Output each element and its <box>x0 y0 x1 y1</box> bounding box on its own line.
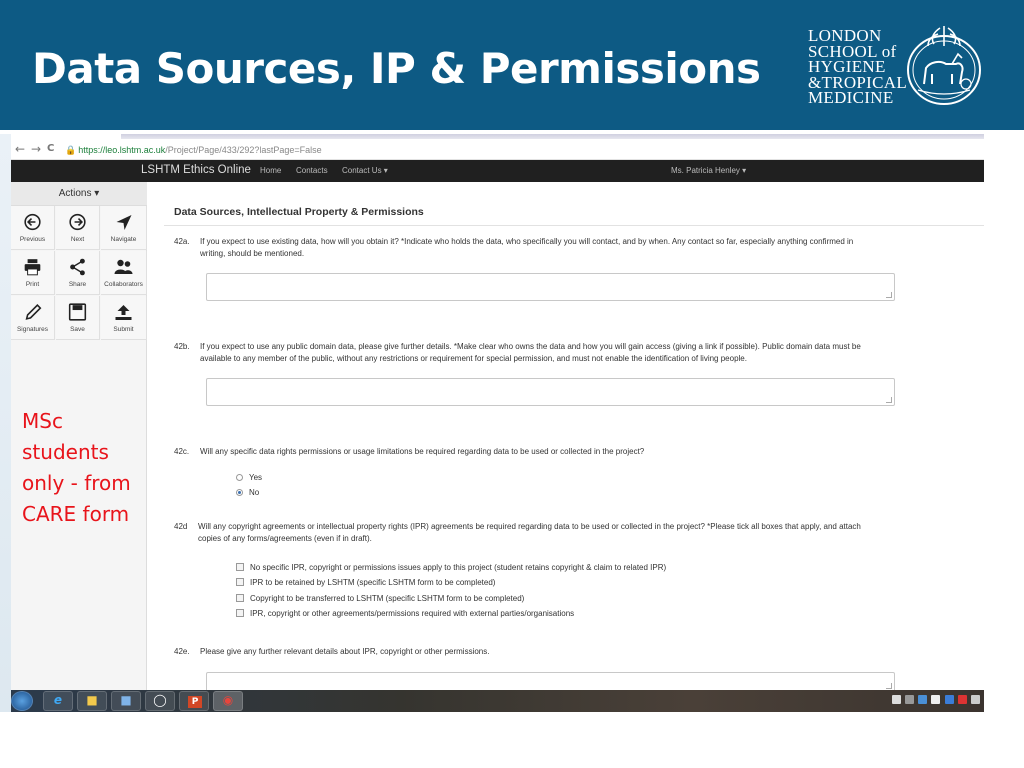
share-button[interactable] <box>56 251 100 295</box>
radio-option-yes[interactable] <box>236 473 262 482</box>
question-42b <box>174 341 954 365</box>
option-label: IPR, copyright or other agreements/permissions required with external parties/organisations <box>250 609 575 618</box>
powerpoint-icon[interactable]: P <box>179 691 209 711</box>
logo-line: HYGIENE <box>808 57 886 76</box>
question-42d <box>174 521 954 545</box>
forward-button[interactable]: → <box>31 142 42 156</box>
form-panel <box>148 182 984 712</box>
option-label: No <box>249 488 260 497</box>
window-edge <box>121 134 984 139</box>
logo-line: SCHOOL of <box>808 41 897 61</box>
action-label: Share <box>68 281 87 288</box>
tray-icon[interactable] <box>958 695 967 704</box>
action-label: Print <box>25 281 40 288</box>
question-text: writing, should be mentioned. <box>200 249 305 258</box>
answer-42b-textarea[interactable] <box>206 378 895 406</box>
system-tray <box>890 695 980 707</box>
checkbox[interactable] <box>236 609 244 617</box>
tray-icon[interactable] <box>892 695 901 704</box>
tray-icon[interactable] <box>971 695 980 704</box>
url-field[interactable] <box>65 143 585 158</box>
tray-icon[interactable] <box>945 695 954 704</box>
arrow-left-circle-icon <box>11 213 54 231</box>
nav-contacts[interactable]: Contacts <box>296 166 328 175</box>
checkbox[interactable] <box>236 594 244 602</box>
submit-button[interactable] <box>101 296 147 340</box>
annotation-line: CARE form <box>22 502 130 526</box>
question-42c <box>174 446 954 458</box>
reload-button[interactable]: C <box>47 143 55 154</box>
action-label: Submit <box>113 326 134 333</box>
question-text: Please give any further relevant details about IPR, copyright or other permissions. <box>200 647 490 656</box>
option-label: IPR to be retained by LSHTM (specific LSHTM form to be completed) <box>250 578 496 587</box>
action-label: Collaborators <box>104 281 143 288</box>
logo-line: LONDON <box>808 26 882 45</box>
floppy-icon <box>56 303 99 321</box>
printer-icon <box>11 258 54 276</box>
question-number: 42a. <box>174 237 190 246</box>
logo-line: &TROPICAL <box>808 72 908 92</box>
question-text: If you expect to use any public domain data, please give further details. *Make clear who owns the data and how you will gain access (giving a link if possible). Public domain data must be <box>200 342 861 351</box>
lshtm-logo-text <box>808 28 907 106</box>
file-explorer-icon[interactable]: ■ <box>77 691 107 711</box>
logo-line: MEDICINE <box>808 88 894 107</box>
previous-button[interactable] <box>11 206 55 250</box>
form-title: Data Sources, Intellectual Property & Permissions <box>174 206 424 218</box>
windows-taskbar <box>11 690 984 712</box>
option-label: Copyright to be transferred to LSHTM (specific LSHTM form to be completed) <box>250 594 525 603</box>
tray-icon[interactable] <box>918 695 927 704</box>
question-text: Will any copyright agreements or intellectual property rights (IPR) agreements be required regarding data to be used or collected in the project? *Please tick all boxes that apply, and attach <box>198 522 861 531</box>
print-button[interactable] <box>11 251 55 295</box>
answer-42e-textarea[interactable] <box>206 672 895 692</box>
radio-button-selected[interactable] <box>236 489 243 496</box>
question-text: Will any specific data rights permissions or usage limitations be required regarding data to be used or collected in the project? <box>200 447 645 456</box>
share-icon <box>56 258 99 276</box>
slide-title: Data Sources, IP & Permissions <box>32 44 761 93</box>
question-text: copies of any forms/agreements (even if in draft). <box>198 534 372 543</box>
checkbox-option[interactable] <box>236 609 574 618</box>
question-42a <box>174 236 954 260</box>
upload-icon <box>101 303 146 321</box>
internet-explorer-icon[interactable]: e <box>43 691 73 711</box>
start-orb-icon[interactable] <box>11 691 33 711</box>
actions-dropdown[interactable]: Actions ▾ <box>11 182 147 206</box>
url-scheme: https:// <box>78 145 106 155</box>
red-annotation <box>22 406 142 530</box>
slide-left-decoration <box>0 134 11 712</box>
nav-home[interactable]: Home <box>260 166 282 175</box>
action-label: Navigate <box>110 236 137 243</box>
url-domain: leo.lshtm.ac.uk <box>105 145 166 155</box>
action-label: Signatures <box>16 326 49 333</box>
arrow-right-circle-icon <box>56 213 99 231</box>
nav-contact-us[interactable]: Contact Us ▾ <box>342 166 388 175</box>
annotation-line: MSc <box>22 409 63 433</box>
save-button[interactable] <box>56 296 100 340</box>
media-center-icon[interactable]: ■ <box>111 691 141 711</box>
navigate-arrow-icon <box>101 213 146 231</box>
answer-42a-textarea[interactable] <box>206 273 895 301</box>
lshtm-seal-icon <box>904 24 984 108</box>
question-text: If you expect to use existing data, how will you obtain it? *Indicate who holds the data, who specifically you will contact, and by when. Any contact so far, especially anything confirmed in <box>200 237 854 246</box>
annotation-line: students <box>22 440 109 464</box>
pen-icon <box>11 303 54 321</box>
checkbox-option[interactable] <box>236 563 666 572</box>
checkbox-option[interactable] <box>236 578 495 587</box>
divider <box>164 225 984 226</box>
action-label: Next <box>70 236 85 243</box>
question-number: 42c. <box>174 447 190 456</box>
back-button[interactable]: ← <box>15 142 26 156</box>
user-menu[interactable]: Ms. Patricia Henley ▾ <box>671 166 747 175</box>
lock-icon: 🔒 <box>65 145 77 155</box>
title-banner <box>0 0 1024 130</box>
checkbox[interactable] <box>236 578 244 586</box>
question-number: 42b. <box>174 342 190 351</box>
tray-icon[interactable] <box>905 695 914 704</box>
option-label: No specific IPR, copyright or permissions issues apply to this project (student retains copyright & claim to related IPR) <box>250 563 667 572</box>
action-label: Previous <box>19 236 46 243</box>
radio-option-no[interactable] <box>236 488 259 497</box>
navigate-button[interactable] <box>101 206 147 250</box>
next-button[interactable] <box>56 206 100 250</box>
collaborators-button[interactable] <box>101 251 147 295</box>
chrome-icon[interactable]: ◉ <box>213 691 243 711</box>
question-number: 42d <box>174 522 188 531</box>
tray-icon[interactable] <box>931 695 940 704</box>
signatures-button[interactable] <box>11 296 55 340</box>
annotation-line: only - from <box>22 471 131 495</box>
browser-address-bar <box>11 140 984 160</box>
app-brand[interactable]: LSHTM Ethics Online <box>141 164 251 176</box>
app-icon[interactable]: ◯ <box>145 691 175 711</box>
action-label: Save <box>70 326 85 333</box>
checkbox[interactable] <box>236 563 244 571</box>
users-icon <box>101 258 146 276</box>
embedded-screenshot <box>11 134 984 712</box>
question-text: available to any member of the public, without any restrictions or requirement for special permission, and must not enable the identification of living people. <box>200 354 747 363</box>
question-42e <box>174 646 954 658</box>
option-label: Yes <box>249 473 263 482</box>
app-navbar <box>11 160 984 182</box>
url-path: /Project/Page/433/292?lastPage=False <box>165 145 322 155</box>
radio-button[interactable] <box>236 474 243 481</box>
checkbox-option[interactable] <box>236 594 524 603</box>
question-number: 42e. <box>174 647 190 656</box>
